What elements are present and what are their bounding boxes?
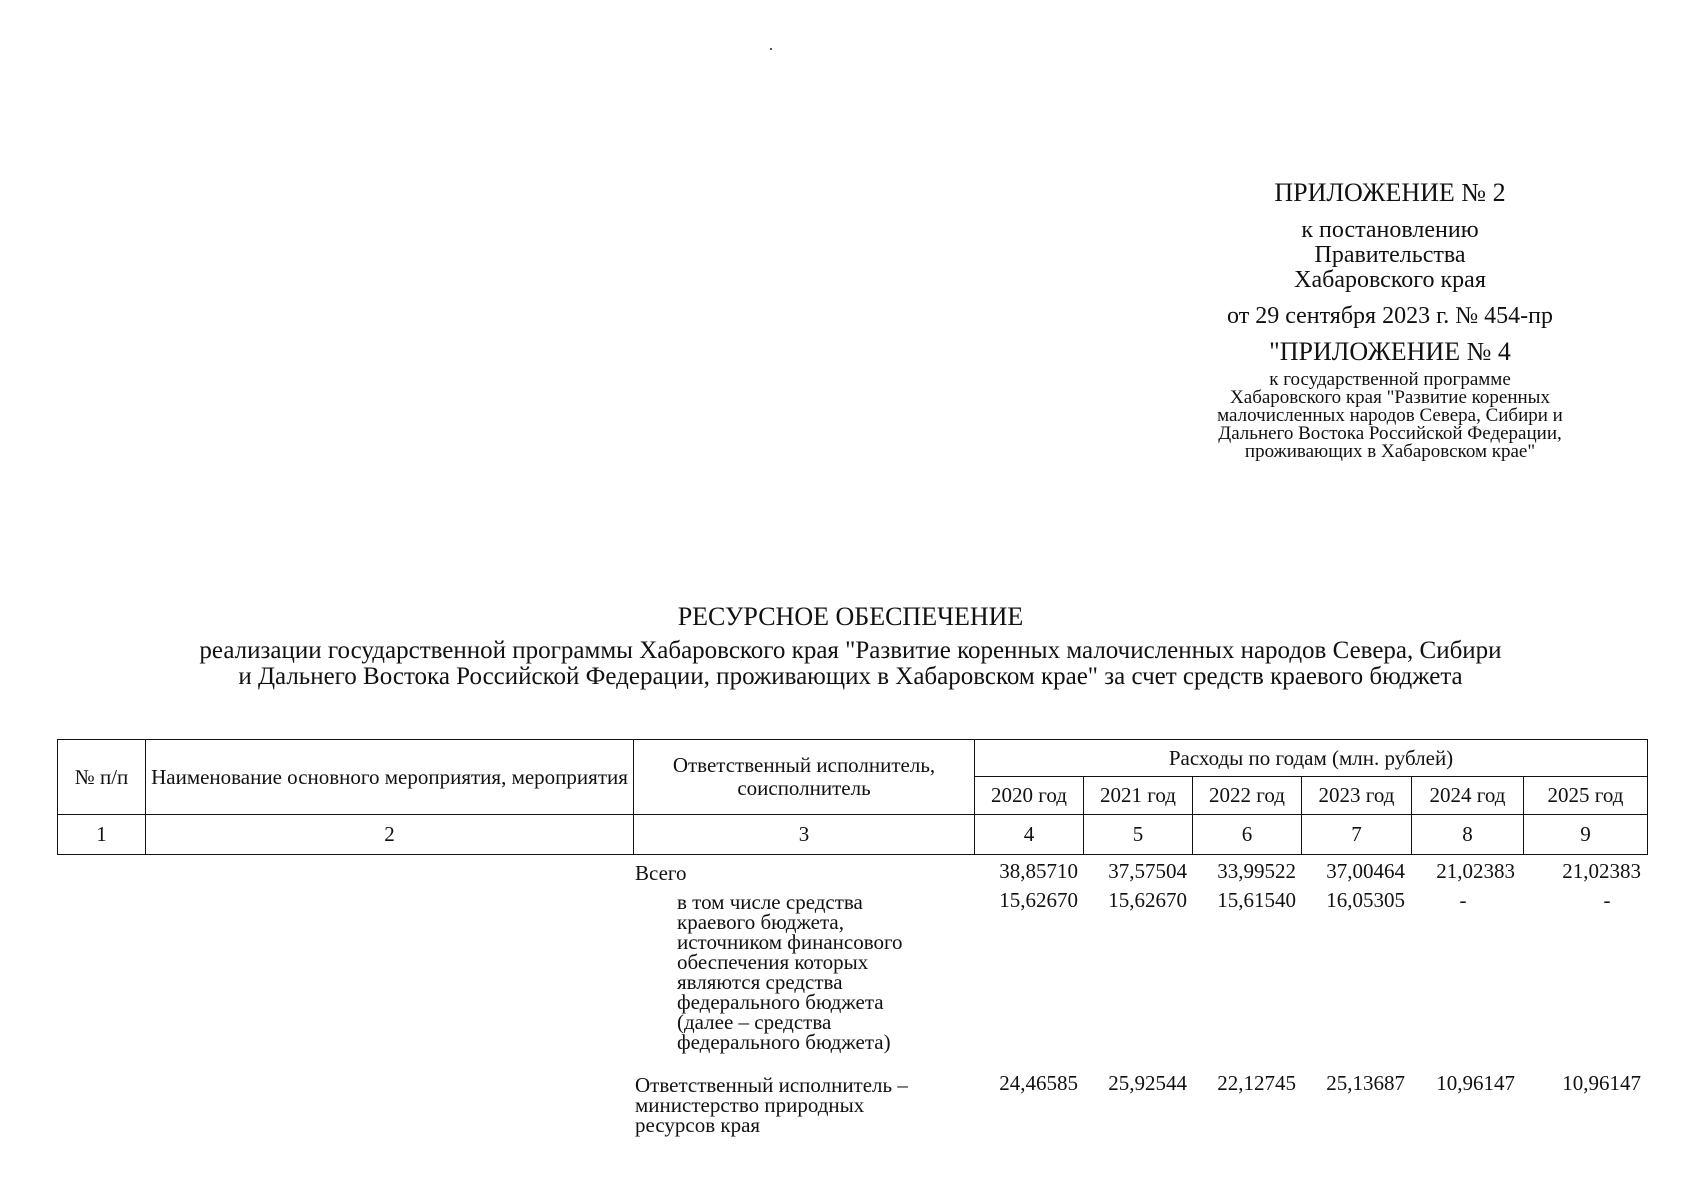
document-title: РЕСУРСНОЕ ОБЕСПЕЧЕНИЕ (677, 602, 1024, 631)
row-value: 25,13687 (1326, 1071, 1405, 1095)
row-value: - (1459, 888, 1467, 912)
row-label-line: федерального бюджета (677, 990, 884, 1014)
row-label-line: министерство природных (635, 1093, 865, 1117)
resource-table-header (57, 739, 1648, 855)
row-label (677, 892, 903, 1052)
row-label-line: федерального бюджета) (677, 1030, 891, 1054)
appendix-program-line: к государственной программе (1269, 369, 1511, 390)
row-value: 10,96147 (1562, 1071, 1641, 1095)
col-header-year: 2021 год (1084, 777, 1193, 815)
appendix-decree-line: к постановлению (1301, 217, 1479, 243)
col-number: 5 (1084, 815, 1193, 855)
col-header-name: Наименование основного мероприятия, мероприятия (146, 740, 634, 815)
col-number: 9 (1524, 815, 1648, 855)
document-subtitle-line: реализации государственной программы Хабаровского края "Развитие коренных малочисленных народов Севера, Сибири (199, 637, 1502, 664)
col-number: 8 (1412, 815, 1524, 855)
row-value: 21,02383 (1562, 859, 1641, 883)
row-value: 38,85710 (999, 859, 1078, 883)
row-label-line: ресурсов края (635, 1113, 761, 1137)
row-label-line: обеспечения которых (677, 950, 869, 974)
row-value: 37,00464 (1326, 859, 1405, 883)
row-value: 16,05305 (1326, 888, 1405, 912)
row-label-line: в том числе средства (677, 890, 863, 914)
appendix-program-line: проживающих в Хабаровском крае" (1244, 441, 1536, 462)
col-header-year: 2020 год (975, 777, 1084, 815)
appendix-decree-line: Хабаровского края (1294, 267, 1486, 293)
col-number: 3 (634, 815, 975, 855)
row-label-line: Ответственный исполнитель – (635, 1073, 908, 1097)
row-label-line: источником финансового (677, 930, 903, 954)
col-header-year: 2025 год (1524, 777, 1648, 815)
col-header-year: 2023 год (1302, 777, 1412, 815)
appendix-program-line: малочисленных народов Севера, Сибири и (1217, 405, 1563, 426)
col-number: 4 (975, 815, 1084, 855)
appendix-title: ПРИЛОЖЕНИЕ № 2 (1274, 178, 1506, 207)
row-label-line: являются средства (677, 970, 843, 994)
appendix-decree-ref (1160, 218, 1620, 293)
col-header-year: 2022 год (1193, 777, 1302, 815)
appendix-program-line: Дальнего Востока Российской Федерации, (1218, 423, 1562, 444)
row-label: Всего (635, 861, 687, 885)
row-label (635, 1075, 908, 1135)
scan-speck (770, 48, 772, 50)
row-label-line: краевого бюджета, (677, 910, 845, 934)
row-value: 22,12745 (1217, 1071, 1296, 1095)
col-number: 6 (1193, 815, 1302, 855)
appendix-decree-line: Правительства (1314, 242, 1466, 268)
row-value: 15,61540 (1217, 888, 1296, 912)
appendix-date: от 29 сентября 2023 г. № 454-пр (1227, 303, 1553, 329)
col-header-executor: Ответственный исполнитель, соисполнитель (634, 740, 975, 815)
row-value: 25,92544 (1108, 1071, 1187, 1095)
document-subtitle-line: и Дальнего Востока Российской Федерации, проживающих в Хабаровском крае" за счет средств краевого бюджета (238, 663, 1463, 690)
row-value: 21,02383 (1436, 859, 1515, 883)
col-number: 1 (58, 815, 146, 855)
row-value: - (1603, 888, 1611, 912)
col-number: 2 (146, 815, 634, 855)
col-header-costs: Расходы по годам (млн. рублей) (975, 740, 1648, 777)
col-header-number: № п/п (58, 740, 146, 815)
row-label-line: (далее – средства (677, 1010, 832, 1034)
row-value: 33,99522 (1217, 859, 1296, 883)
row-value: 37,57504 (1108, 859, 1187, 883)
row-value: 15,62670 (999, 888, 1078, 912)
row-value: 10,96147 (1436, 1071, 1515, 1095)
col-header-year: 2024 год (1412, 777, 1524, 815)
appendix-program-ref (1160, 371, 1620, 461)
col-number: 7 (1302, 815, 1412, 855)
appendix-program-line: Хабаровского края "Развитие коренных (1230, 387, 1550, 408)
row-value: 24,46585 (999, 1071, 1078, 1095)
appendix-title-inner: "ПРИЛОЖЕНИЕ № 4 (1269, 337, 1511, 366)
document-subtitle (0, 638, 1701, 690)
row-value: 15,62670 (1108, 888, 1187, 912)
